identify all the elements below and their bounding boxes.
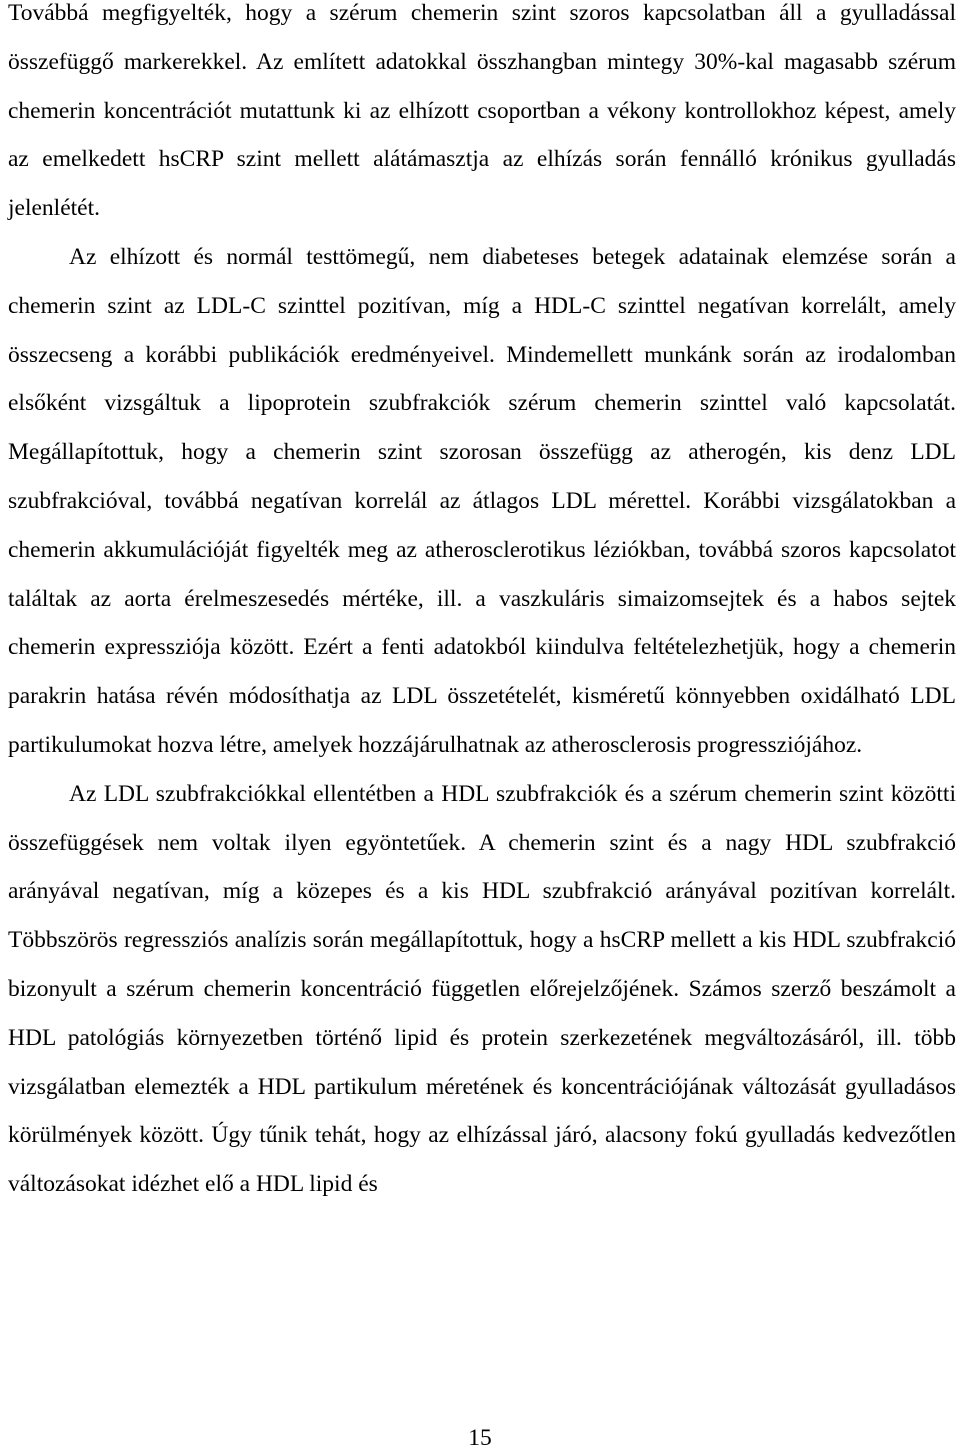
document-body: [8, 0, 956, 1209]
paragraph-2: Az elhízott és normál testtömegű, nem diabeteses betegek adatainak elemzése során a chemerin szint az LDL-C szinttel pozitívan, míg a HDL-C szinttel negatívan korrelált, amely összecseng a korábbi publikációk eredményeivel. Mindemellett munkánk során az irodalomban elsőként vizsgáltuk a lipoprotein szubfrakciók szérum chemerin szinttel való kapcsolatát. Megállapítottuk, hogy a chemerin szint szorosan összefügg az atherogén, kis denz LDL szubfrakcióval, továbbá negatívan korrelál az átlagos LDL mérettel. Korábbi vizsgálatokban a chemerin akkumulációját figyelték meg az atherosclerotikus léziókban, továbbá szoros kapcsolatot találtak az aorta érelmeszesedés mértéke, ill. a vaszkuláris simaizomsejtek és a habos sejtek chemerin expressziója között. Ezért a fenti adatokból kiindulva feltételezhetjük, hogy a chemerin parakrin hatása révén módosíthatja az LDL összetételét, kisméretű könnyebben oxidálható LDL partikulumokat hozva létre, amelyek hozzájárulhatnak az atherosclerosis progressziójához.: [8, 243, 956, 758]
paragraph-3: Az LDL szubfrakciókkal ellentétben a HDL szubfrakciók és a szérum chemerin szint közötti összefüggések nem voltak ilyen egyöntetűek. A chemerin szint és a nagy HDL szubfrakció arányával negatívan, míg a közepes és a kis HDL szubfrakció arányával pozitívan korrelált. Többszörös regressziós analízis során megállapítottuk, hogy a hsCRP mellett a kis HDL szubfrakció bizonyult a szérum chemerin koncentráció független előrejelzőjének. Számos szerző beszámolt a HDL patológiás környezetben történő lipid és protein szerkezetének megváltozásáról, ill. több vizsgálatban elemezték a HDL partikulum méretének és koncentrációjának változását gyulladásos körülmények között. Úgy tűnik tehát, hogy az elhízással járó, alacsony fokú gyulladás kedvezőtlen változásokat idézhet elő a HDL lipid és: [8, 780, 956, 1198]
paragraph-1: Továbbá megfigyelték, hogy a szérum chemerin szint szoros kapcsolatban áll a gyulladással összefüggő markerekkel. Az említett adatokkal összhangban mintegy 30%-kal magasabb szérum chemerin koncentrációt mutattunk ki az elhízott csoportban a vékony kontrollokhoz képest, amely az emelkedett hsCRP szint mellett alátámasztja az elhízás során fennálló krónikus gyulladás jelenlétét.: [8, 0, 956, 222]
page-number: 15: [468, 1425, 492, 1451]
